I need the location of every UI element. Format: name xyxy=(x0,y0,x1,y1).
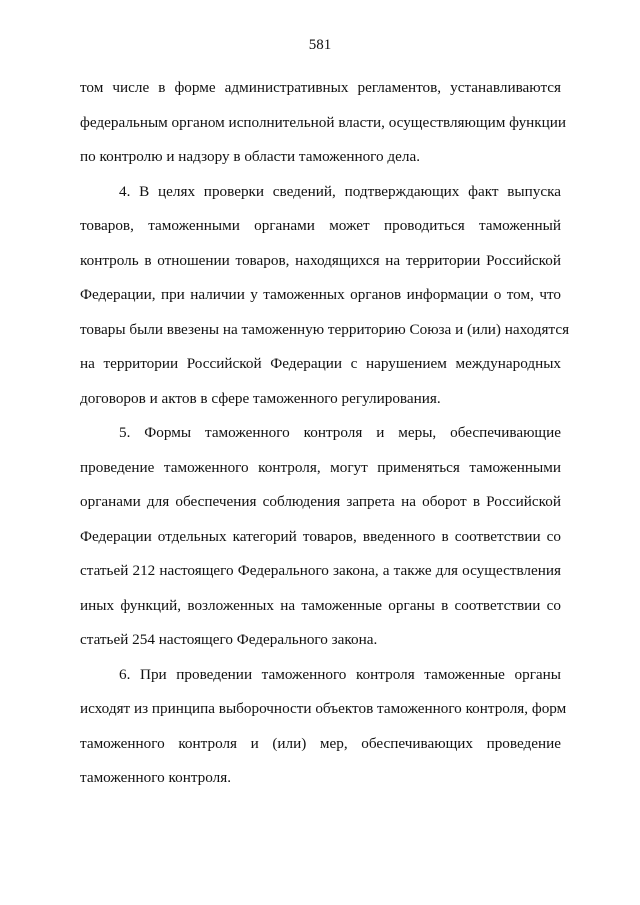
text-line: проведение таможенного контроля, могут применяться таможенными xyxy=(80,458,561,476)
text-line: 6. При проведении таможенного контроля таможенные органы xyxy=(119,665,561,683)
text-line: товары были ввезены на таможенную территорию Союза и (или) находятся xyxy=(80,320,570,338)
text-line: статьей 254 настоящего Федерального закона. xyxy=(80,631,378,648)
paragraph-6 xyxy=(80,658,567,796)
paragraph-4 xyxy=(80,175,570,417)
text-line: товаров, таможенными органами может проводиться таможенный xyxy=(80,217,561,234)
text-line: 4. В целях проверки сведений, подтверждающих факт выпуска xyxy=(119,182,561,200)
text-line: 5. Формы таможенного контроля и меры, обеспечивающие xyxy=(119,424,561,441)
body-text xyxy=(80,71,570,796)
text-line: договоров и актов в сфере таможенного регулирования. xyxy=(80,389,441,407)
text-line: исходят из принципа выборочности объектов таможенного контроля, форм xyxy=(80,700,567,717)
text-line: федеральным органом исполнительной власти, осуществляющим функции xyxy=(80,113,567,131)
text-line: на территории Российской Федерации с нарушением международных xyxy=(80,355,561,372)
text-line: таможенного контроля. xyxy=(80,769,232,786)
text-line: Федерации отдельных категорий товаров, введенного в соответствии со xyxy=(80,527,561,545)
text-line: контроль в отношении товаров, находящихся на территории Российской xyxy=(80,251,561,269)
paragraph-5 xyxy=(80,416,561,658)
paragraph-1 xyxy=(80,71,567,175)
text-line: по контролю и надзору в области таможенного дела. xyxy=(80,148,421,165)
text-line: органами для обеспечения соблюдения запрета на оборот в Российской xyxy=(80,493,561,510)
text-line: статьей 212 настоящего Федерального закона, а также для осуществления xyxy=(80,562,561,579)
text-line: иных функций, возложенных на таможенные органы в соответствии со xyxy=(80,596,561,614)
text-line: таможенного контроля и (или) мер, обеспечивающих проведение xyxy=(80,734,561,752)
text-line: Федерации, при наличии у таможенных органов информации о том, что xyxy=(80,286,561,303)
page-number: 581 xyxy=(308,37,332,53)
text-line: том числе в форме административных регламентов, устанавливаются xyxy=(80,79,561,96)
